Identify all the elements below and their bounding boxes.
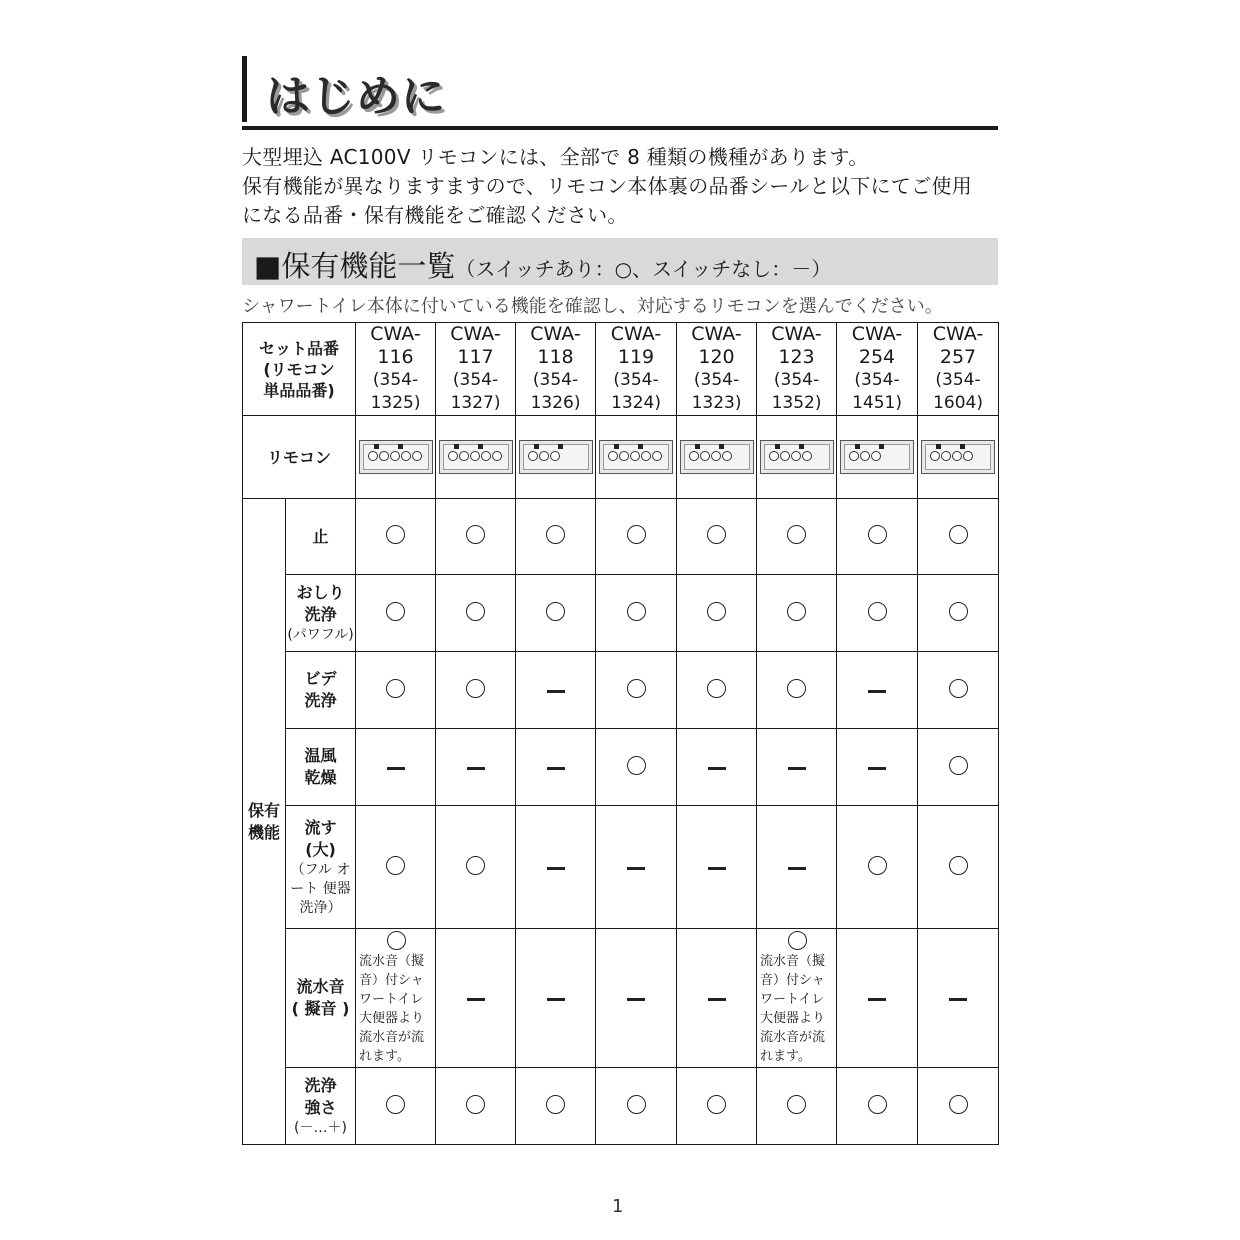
feature-unavailable-cell bbox=[356, 729, 436, 806]
feature-available-cell bbox=[596, 652, 677, 729]
set-part-number-label bbox=[243, 323, 356, 416]
unavailable-dash-icon bbox=[949, 998, 967, 1001]
feature-unavailable-cell bbox=[596, 806, 677, 929]
feature-available-cell bbox=[356, 575, 436, 652]
feature-unavailable-cell bbox=[757, 806, 837, 929]
feature-available-cell bbox=[918, 499, 999, 575]
available-circle-icon bbox=[627, 525, 646, 544]
feature-unavailable-cell bbox=[918, 929, 999, 1068]
feature-available-cell bbox=[837, 499, 918, 575]
available-circle-icon bbox=[868, 525, 887, 544]
feature-unavailable-cell bbox=[837, 929, 918, 1068]
available-circle-icon bbox=[466, 856, 485, 875]
feature-available-cell bbox=[596, 499, 677, 575]
feature-available-cell bbox=[757, 1068, 837, 1145]
feature-available-cell bbox=[757, 499, 837, 575]
unavailable-dash-icon bbox=[547, 867, 565, 870]
page-title: はじめに bbox=[266, 71, 446, 122]
feature-available-cell bbox=[596, 575, 677, 652]
feature-unavailable-cell bbox=[677, 929, 757, 1068]
feature-label-line: 乾燥 bbox=[304, 768, 337, 787]
feature-label-line: 洗浄 bbox=[304, 691, 337, 710]
unavailable-dash-icon bbox=[708, 998, 726, 1001]
header-label-line-3: 単品品番) bbox=[263, 380, 335, 400]
section-title-text: ■保有機能一覧 bbox=[254, 249, 456, 283]
model-name: CWA-118 bbox=[530, 323, 581, 368]
available-circle-icon bbox=[949, 756, 968, 775]
feature-label-line: 強さ bbox=[304, 1097, 337, 1117]
available-circle-icon bbox=[627, 679, 646, 698]
feature-label bbox=[286, 652, 356, 729]
model-cell bbox=[356, 323, 436, 416]
feature-available-cell bbox=[757, 652, 837, 729]
unavailable-dash-icon bbox=[547, 998, 565, 1001]
remote-label: リモコン bbox=[243, 416, 356, 499]
group-label-line: 保有 bbox=[247, 800, 280, 820]
feature-available-cell bbox=[757, 929, 837, 1068]
feature-row bbox=[243, 729, 999, 806]
model-part-number: (354-1325) bbox=[370, 370, 421, 413]
remote-control-icon bbox=[840, 440, 914, 474]
feature-unavailable-cell bbox=[516, 652, 596, 729]
feature-available-cell bbox=[436, 1068, 516, 1145]
model-part-number: (354-1324) bbox=[611, 370, 661, 413]
model-cell bbox=[516, 323, 596, 416]
feature-label bbox=[286, 729, 356, 806]
feature-available-cell bbox=[436, 652, 516, 729]
feature-unavailable-cell bbox=[596, 929, 677, 1068]
remote-image-cell bbox=[356, 416, 436, 499]
available-circle-icon bbox=[787, 525, 806, 544]
remote-control-icon bbox=[760, 440, 834, 474]
feature-row bbox=[243, 652, 999, 729]
model-name: CWA-117 bbox=[450, 323, 501, 368]
model-part-number: (354-1604) bbox=[933, 370, 983, 413]
feature-label-sub: (－…＋) bbox=[294, 1119, 347, 1136]
feature-row bbox=[243, 499, 999, 575]
selection-note: シャワートイレ本体に付いている機能を確認し、対応するリモコンを選んでください。 bbox=[242, 296, 943, 317]
unavailable-dash-icon bbox=[708, 867, 726, 870]
model-cell bbox=[918, 323, 999, 416]
unavailable-dash-icon bbox=[868, 690, 886, 693]
available-circle-icon bbox=[707, 602, 726, 621]
feature-label-line: 流す bbox=[304, 817, 337, 837]
title-accent-bar bbox=[242, 56, 247, 122]
model-cell bbox=[596, 323, 677, 416]
function-table bbox=[242, 322, 999, 1145]
available-circle-icon bbox=[387, 931, 406, 950]
available-circle-icon bbox=[868, 1095, 887, 1114]
feature-label-line: 温風 bbox=[304, 746, 337, 765]
available-circle-icon bbox=[787, 679, 806, 698]
feature-available-cell bbox=[356, 652, 436, 729]
unavailable-dash-icon bbox=[467, 998, 485, 1001]
model-name: CWA-254 bbox=[851, 323, 903, 368]
available-circle-icon bbox=[949, 525, 968, 544]
model-header-row bbox=[243, 323, 999, 416]
available-circle-icon bbox=[546, 525, 565, 544]
feature-unavailable-cell bbox=[516, 806, 596, 929]
available-circle-icon bbox=[949, 679, 968, 698]
available-circle-icon bbox=[386, 525, 405, 544]
feature-unavailable-cell bbox=[436, 929, 516, 1068]
model-part-number: (354-1451) bbox=[852, 370, 902, 413]
feature-available-cell bbox=[918, 1068, 999, 1145]
intro-text bbox=[242, 143, 1002, 230]
feature-available-cell bbox=[918, 652, 999, 729]
feature-group-label bbox=[243, 499, 286, 1145]
available-circle-icon bbox=[546, 1095, 565, 1114]
feature-available-cell bbox=[918, 575, 999, 652]
available-circle-icon bbox=[949, 602, 968, 621]
available-circle-icon bbox=[386, 1095, 405, 1114]
feature-unavailable-cell bbox=[516, 729, 596, 806]
feature-row bbox=[243, 575, 999, 652]
group-label-line: 機能 bbox=[247, 822, 280, 842]
feature-unavailable-cell bbox=[837, 652, 918, 729]
feature-label-sub: (パワフル) bbox=[287, 626, 354, 643]
available-circle-icon bbox=[787, 1095, 806, 1114]
remote-image-cell bbox=[837, 416, 918, 499]
feature-label bbox=[286, 575, 356, 652]
unavailable-dash-icon bbox=[547, 767, 565, 770]
available-circle-icon bbox=[386, 856, 405, 875]
feature-available-cell bbox=[356, 1068, 436, 1145]
model-name: CWA-120 bbox=[691, 323, 742, 368]
available-circle-icon bbox=[466, 602, 485, 621]
available-circle-icon bbox=[466, 679, 485, 698]
available-circle-icon bbox=[546, 602, 565, 621]
feature-row bbox=[243, 806, 999, 929]
unavailable-dash-icon bbox=[788, 867, 806, 870]
unavailable-dash-icon bbox=[868, 767, 886, 770]
feature-available-cell bbox=[596, 729, 677, 806]
feature-available-cell bbox=[596, 1068, 677, 1145]
intro-line-1: 大型埋込 AC100V リモコンには、全部で 8 種類の機種があります。 bbox=[242, 145, 869, 169]
feature-available-cell bbox=[677, 1068, 757, 1145]
available-circle-icon bbox=[868, 602, 887, 621]
remote-control-icon bbox=[439, 440, 513, 474]
feature-available-cell bbox=[837, 575, 918, 652]
model-name: CWA-257 bbox=[932, 323, 984, 368]
available-circle-icon bbox=[787, 602, 806, 621]
feature-available-cell bbox=[677, 652, 757, 729]
feature-row bbox=[243, 1068, 999, 1145]
feature-available-cell bbox=[436, 499, 516, 575]
feature-available-cell bbox=[356, 499, 436, 575]
remote-control-icon bbox=[921, 440, 995, 474]
available-circle-icon bbox=[386, 602, 405, 621]
model-name: CWA-119 bbox=[610, 323, 662, 368]
available-circle-icon bbox=[627, 1095, 646, 1114]
feature-available-cell bbox=[356, 929, 436, 1068]
available-circle-icon bbox=[949, 856, 968, 875]
feature-unavailable-cell bbox=[677, 806, 757, 929]
feature-label-line: 洗浄 bbox=[304, 1075, 337, 1095]
remote-image-cell bbox=[436, 416, 516, 499]
available-circle-icon bbox=[788, 931, 807, 950]
available-circle-icon bbox=[627, 756, 646, 775]
feature-available-cell bbox=[677, 499, 757, 575]
model-cell bbox=[757, 323, 837, 416]
feature-label bbox=[286, 1068, 356, 1145]
unavailable-dash-icon bbox=[788, 767, 806, 770]
section-header bbox=[242, 238, 998, 285]
remote-image-cell bbox=[516, 416, 596, 499]
feature-row bbox=[243, 929, 999, 1068]
model-part-number: (354-1352) bbox=[771, 370, 822, 413]
model-part-number: (354-1323) bbox=[691, 370, 742, 413]
remote-image-row bbox=[243, 416, 999, 499]
feature-label-line: ( 擬音 ) bbox=[291, 999, 350, 1018]
available-circle-icon bbox=[707, 679, 726, 698]
feature-unavailable-cell bbox=[837, 729, 918, 806]
available-circle-icon bbox=[466, 525, 485, 544]
remote-control-icon bbox=[599, 440, 673, 474]
feature-available-cell bbox=[837, 806, 918, 929]
model-cell bbox=[436, 323, 516, 416]
feature-available-cell bbox=[918, 729, 999, 806]
feature-label-line: 流水音 bbox=[296, 977, 345, 996]
unavailable-dash-icon bbox=[547, 690, 565, 693]
feature-label bbox=[286, 806, 356, 929]
model-name: CWA-123 bbox=[771, 323, 822, 368]
feature-unavailable-cell bbox=[516, 929, 596, 1068]
feature-label bbox=[286, 929, 356, 1068]
section-legend-note: （スイッチあり：○、スイッチなし：－） bbox=[455, 257, 832, 281]
remote-control-icon bbox=[680, 440, 754, 474]
feature-available-cell bbox=[918, 806, 999, 929]
unavailable-dash-icon bbox=[627, 867, 645, 870]
feature-available-cell bbox=[757, 575, 837, 652]
available-circle-icon bbox=[466, 1095, 485, 1114]
remote-image-cell bbox=[596, 416, 677, 499]
model-part-number: (354-1327) bbox=[450, 370, 501, 413]
header-label-line-1: セット品番 bbox=[259, 338, 340, 358]
feature-available-cell bbox=[516, 499, 596, 575]
unavailable-dash-icon bbox=[868, 998, 886, 1001]
feature-label bbox=[286, 499, 356, 575]
remote-image-cell bbox=[918, 416, 999, 499]
unavailable-dash-icon bbox=[387, 767, 405, 770]
feature-unavailable-cell bbox=[436, 729, 516, 806]
feature-available-cell bbox=[516, 575, 596, 652]
available-circle-icon bbox=[868, 856, 887, 875]
feature-unavailable-cell bbox=[757, 729, 837, 806]
section-title bbox=[254, 244, 831, 285]
feature-available-cell bbox=[677, 575, 757, 652]
flow-sound-note: 流水音（擬音）付シャワートイレ大便器より流水音が流れます。 bbox=[760, 954, 826, 1064]
feature-label-line: 洗浄 bbox=[304, 604, 337, 624]
unavailable-dash-icon bbox=[627, 998, 645, 1001]
remote-control-icon bbox=[519, 440, 593, 474]
remote-control-icon bbox=[359, 440, 433, 474]
title-block bbox=[242, 56, 998, 130]
page-number: 1 bbox=[612, 1196, 624, 1217]
feature-label-sub: （フル オート 便器 洗浄） bbox=[290, 861, 351, 916]
feature-label-line: 止 bbox=[312, 526, 329, 546]
intro-line-2: 保有機能が異なりますますので、リモコン本体裏の品番シールと以下にてご使用 bbox=[242, 174, 972, 198]
available-circle-icon bbox=[627, 602, 646, 621]
model-name: CWA-116 bbox=[370, 323, 421, 368]
unavailable-dash-icon bbox=[467, 767, 485, 770]
intro-line-3: になる品番・保有機能をご確認ください。 bbox=[242, 203, 628, 227]
feature-available-cell bbox=[516, 1068, 596, 1145]
model-cell bbox=[837, 323, 918, 416]
feature-available-cell bbox=[436, 806, 516, 929]
feature-label-line: おしり bbox=[296, 582, 345, 602]
remote-image-cell bbox=[757, 416, 837, 499]
remote-image-cell bbox=[677, 416, 757, 499]
unavailable-dash-icon bbox=[708, 767, 726, 770]
model-cell bbox=[677, 323, 757, 416]
feature-available-cell bbox=[436, 575, 516, 652]
feature-label-line: ビデ bbox=[304, 669, 337, 688]
flow-sound-note: 流水音（擬音）付シャワートイレ大便器より流水音が流れます。 bbox=[359, 954, 425, 1064]
feature-available-cell bbox=[837, 1068, 918, 1145]
available-circle-icon bbox=[707, 1095, 726, 1114]
available-circle-icon bbox=[386, 679, 405, 698]
header-label-line-2: (リモコン bbox=[263, 359, 335, 379]
feature-label-line: (大) bbox=[305, 839, 336, 859]
model-part-number: (354-1326) bbox=[530, 370, 581, 413]
available-circle-icon bbox=[707, 525, 726, 544]
available-circle-icon bbox=[949, 1095, 968, 1114]
feature-unavailable-cell bbox=[677, 729, 757, 806]
feature-available-cell bbox=[356, 806, 436, 929]
